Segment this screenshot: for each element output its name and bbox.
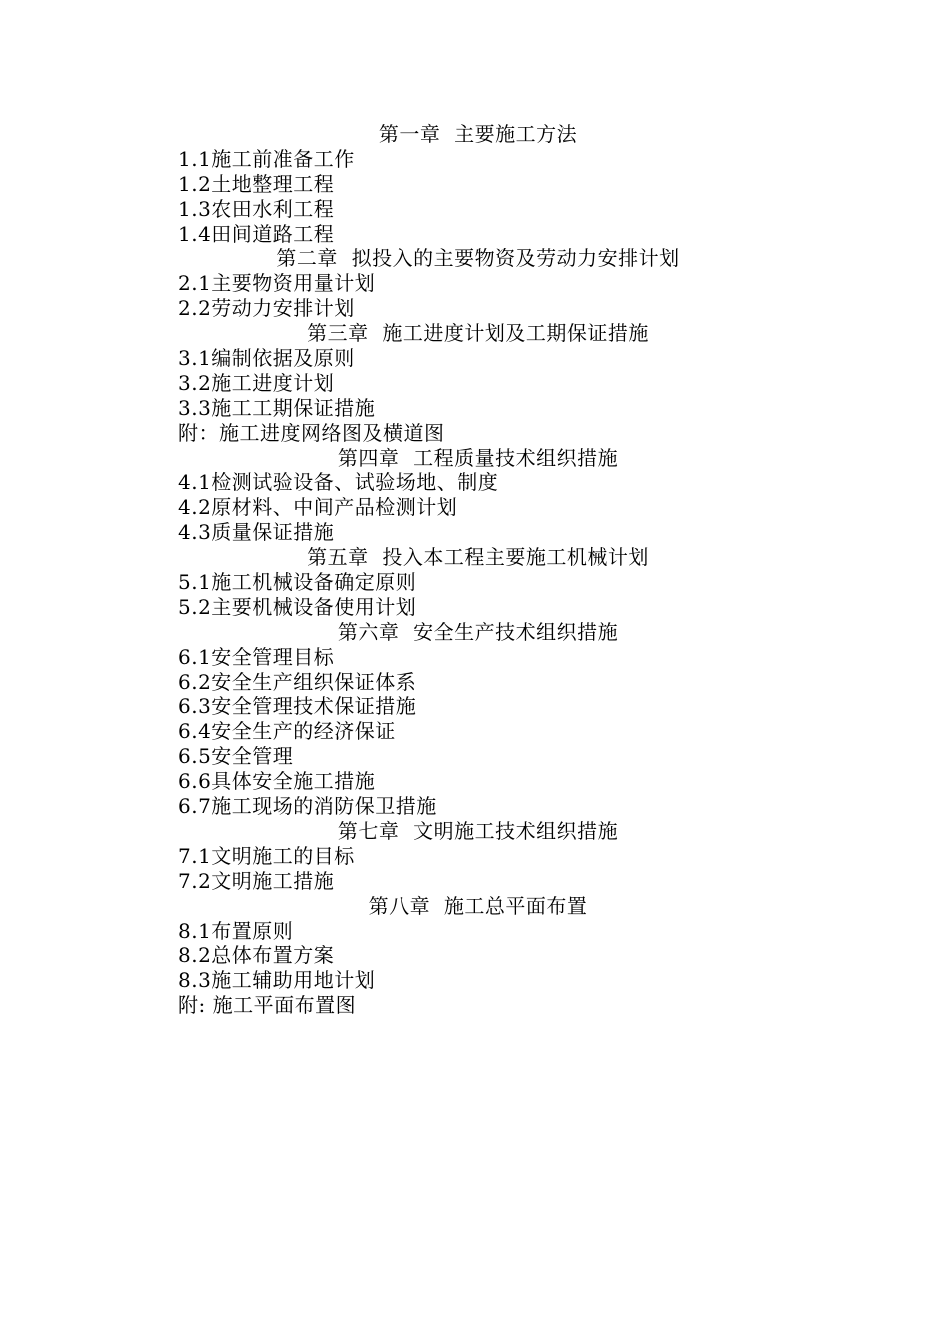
toc-item: 2.2劳动力安排计划 [178,296,355,321]
toc-item: 5.2主要机械设备使用计划 [178,594,417,619]
chapter-heading: 第一章 主要施工方法 [378,122,578,146]
toc-item: 附：施工进度网络图及横道图 [178,420,445,445]
toc-item: 附: 施工平面布置图 [178,993,357,1018]
toc-item: 6.7施工现场的消防保卫措施 [178,794,437,819]
toc-item: 1.3农田水利工程 [178,196,335,221]
toc-item: 5.1施工机械设备确定原则 [178,570,417,595]
chapter-heading: 第七章 文明施工技术组织措施 [337,818,619,843]
chapter-heading: 第四章 工程质量技术组织措施 [337,445,619,470]
toc-item: 3.2施工进度计划 [178,370,335,395]
toc-item: 3.1编制依据及原则 [178,346,355,371]
toc-item: 4.3质量保证措施 [178,520,335,545]
toc-item: 3.3施工工期保证措施 [178,395,376,420]
toc-item: 6.4安全生产的经济保证 [178,719,396,744]
toc-item: 4.2原材料、中间产品检测计划 [178,495,458,520]
toc-item: 6.2安全生产组织保证体系 [178,669,417,694]
chapter-heading: 第六章 安全生产技术组织措施 [337,619,619,644]
toc-item: 1.2土地整理工程 [178,171,335,196]
chapter-heading: 第八章 施工总平面布置 [368,893,588,918]
toc-item: 6.3安全管理技术保证措施 [178,694,417,719]
toc-item: 4.1检测试验设备、试验场地、制度 [178,470,499,495]
toc-item: 8.3施工辅助用地计划 [178,968,376,993]
chapter-heading: 第三章 施工进度计划及工期保证措施 [307,321,649,346]
chapter-heading: 第五章 投入本工程主要施工机械计划 [307,545,649,570]
toc-item: 7.2文明施工措施 [178,868,335,893]
toc-item: 7.1文明施工的目标 [178,843,355,868]
chapter-heading: 第二章 拟投入的主要物资及劳动力安排计划 [276,246,680,271]
toc-item: 8.1布置原则 [178,918,294,943]
toc-item: 6.5安全管理 [178,744,294,769]
toc-item: 8.2总体布置方案 [178,943,335,968]
toc-item: 2.1主要物资用量计划 [178,271,376,296]
toc-item: 1.4田间道路工程 [178,221,335,246]
toc-item: 6.6具体安全施工措施 [178,769,376,794]
table-of-contents [178,122,778,1018]
toc-item: 6.1安全管理目标 [178,644,335,669]
toc-item: 1.1施工前准备工作 [178,146,355,171]
